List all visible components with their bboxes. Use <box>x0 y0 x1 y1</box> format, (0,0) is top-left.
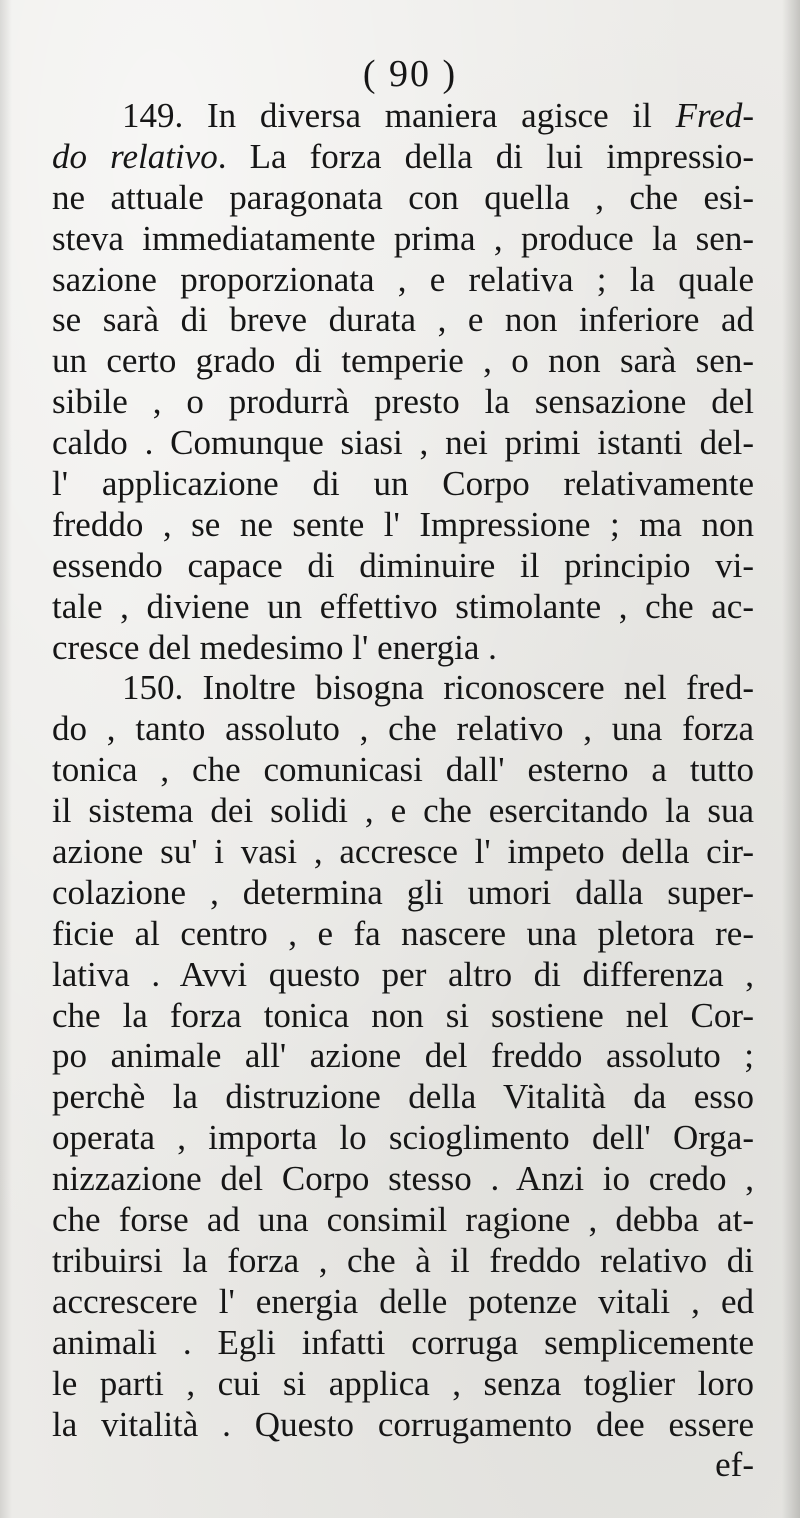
text-line: che la forza tonica non si sostiene nel Cor- <box>52 995 754 1035</box>
text-line: accrescere l' energia delle potenze vitali , ed <box>52 1281 754 1321</box>
text-line: le parti , cui si applica , senza toglier loro <box>52 1363 754 1403</box>
text-line: steva immediatamente prima , produce la sen- <box>52 218 754 258</box>
text-line: freddo , se ne sente l' Impressione ; ma non <box>52 504 754 544</box>
text-line: operata , importa lo scioglimento dell' Orga- <box>52 1118 754 1158</box>
text-line: che forse ad una consimil ragione , debba at- <box>52 1200 754 1240</box>
text-line: tonica , che comunicasi dall' esterno a tutto <box>52 750 754 790</box>
text-line: azione su' i vasi , accresce l' impeto della cir- <box>52 832 754 872</box>
text-line: ne attuale paragonata con quella , che esi- <box>52 177 754 217</box>
text-line: l' applicazione di un Corpo relativamente <box>52 464 754 504</box>
text-line: colazione , determina gli umori dalla super- <box>52 872 754 912</box>
page-number: ( 90 ) <box>362 53 458 95</box>
text-line: sazione proporzionata , e relativa ; la quale <box>52 259 754 299</box>
text-line: perchè la distruzione della Vitalità da esso <box>52 1077 754 1117</box>
text-line: sibile , o produrrà presto la sensazione del <box>52 382 754 422</box>
text-line: la vitalità . Questo corrugamento dee essere <box>52 1404 754 1444</box>
text-line: ficie al centro , e fa nascere una pletora re- <box>52 913 754 953</box>
scan-shadow-right <box>782 0 800 1518</box>
text-run: . La forza della di lui impressio- <box>217 136 754 176</box>
text-line: tribuirsi la forza , che à il freddo relativo di <box>52 1240 754 1280</box>
text-line: cresce del medesimo l' energia . <box>52 627 497 667</box>
text-line: essendo capace di diminuire il principio vi- <box>52 545 754 585</box>
catchword: ef- <box>715 1445 754 1485</box>
text-line: caldo . Comunque siasi , nei primi istanti del- <box>52 423 754 463</box>
italic-term: Fred- <box>675 96 754 135</box>
text-line: se sarà di breve durata , e non inferiore ad <box>52 300 754 340</box>
paragraph-150-start: 150. Inoltre bisogna riconoscere nel fred- <box>122 668 754 708</box>
text-line: il sistema dei solidi , e che esercitando la sua <box>52 791 754 831</box>
text-line: tale , diviene un effettivo stimolante , che ac- <box>52 586 754 626</box>
scan-shadow-left <box>0 0 12 1518</box>
text-line: animali . Egli infatti corruga semplicemente <box>52 1322 754 1362</box>
text-line <box>52 96 754 137</box>
paragraph-149-start: 149. In diversa maniera agisce il <box>122 96 676 135</box>
italic-term: do relativo <box>52 136 218 176</box>
text-line <box>52 137 754 178</box>
body-text <box>52 96 754 1486</box>
text-line: do , tanto assoluto , che relativo , una forza <box>52 709 754 749</box>
text-line: un certo grado di temperie , o non sarà sen- <box>52 341 754 381</box>
text-line: po animale all' azione del freddo assoluto ; <box>52 1036 754 1076</box>
text-line: lativa . Avvi questo per altro di differenza , <box>52 954 754 994</box>
text-line: nizzazione del Corpo stesso . Anzi io credo , <box>52 1159 754 1199</box>
